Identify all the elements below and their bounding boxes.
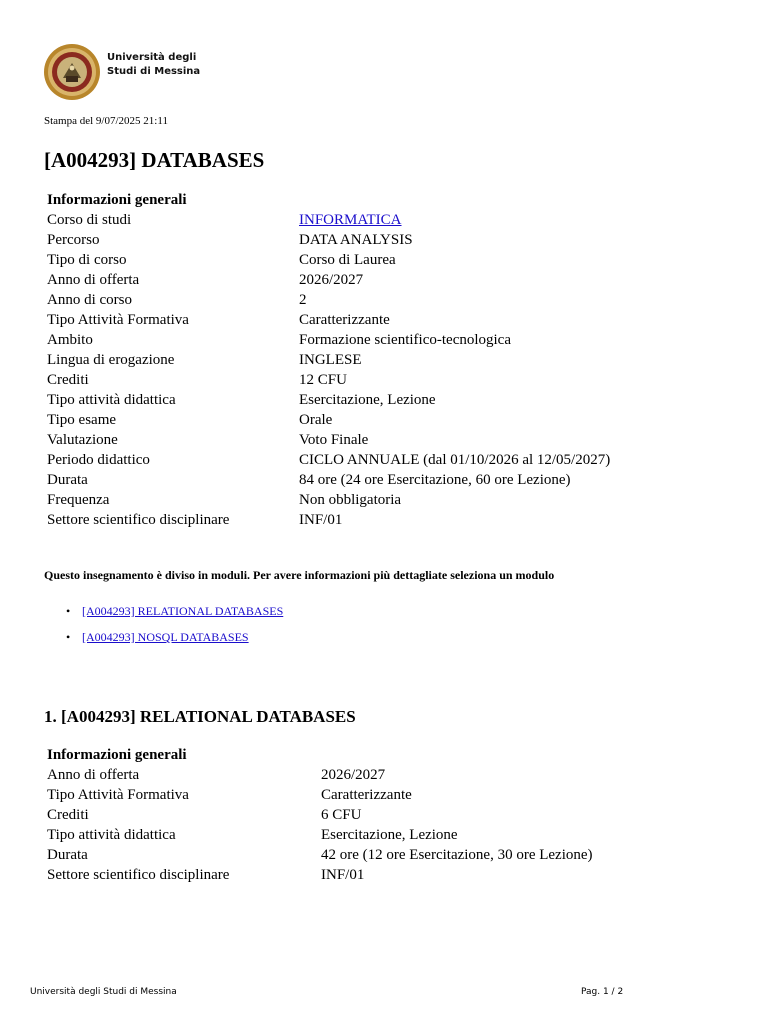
row-value: 42 ore (12 ore Esercitazione, 30 ore Lezione) bbox=[321, 847, 593, 863]
page-header bbox=[43, 42, 200, 102]
row-label: Valutazione bbox=[47, 432, 118, 448]
module-info-table bbox=[47, 745, 593, 885]
university-name-line1: Università degli bbox=[107, 52, 197, 63]
university-seal-icon bbox=[43, 43, 101, 101]
table-row bbox=[47, 310, 610, 330]
table-row bbox=[47, 865, 593, 885]
row-value: Non obbligatoria bbox=[299, 492, 402, 508]
row-value: Esercitazione, Lezione bbox=[321, 827, 458, 843]
row-label: Crediti bbox=[47, 372, 89, 388]
table-row bbox=[47, 845, 593, 865]
row-value: INF/01 bbox=[299, 512, 343, 528]
table-row bbox=[47, 210, 610, 230]
row-label: Tipo esame bbox=[47, 412, 117, 428]
row-label: Tipo attività didattica bbox=[47, 827, 176, 843]
table-row bbox=[47, 765, 593, 785]
row-value: Voto Finale bbox=[299, 432, 369, 448]
row-label: Lingua di erogazione bbox=[47, 352, 175, 368]
bullet-icon: • bbox=[66, 604, 71, 618]
row-value: Corso di Laurea bbox=[299, 252, 396, 268]
table-row bbox=[47, 785, 593, 805]
row-label: Tipo attività didattica bbox=[47, 392, 176, 408]
row-value: 12 CFU bbox=[299, 372, 347, 388]
row-value: Esercitazione, Lezione bbox=[299, 392, 436, 408]
row-label: Durata bbox=[47, 847, 88, 863]
table-row bbox=[47, 450, 610, 470]
footer-university: Università degli Studi di Messina bbox=[30, 987, 177, 997]
row-value: Formazione scientifico-tecnologica bbox=[299, 332, 511, 348]
table-row bbox=[47, 490, 610, 510]
row-value: 2026/2027 bbox=[321, 767, 386, 783]
row-label: Anno di offerta bbox=[47, 767, 140, 783]
row-label: Corso di studi bbox=[47, 212, 132, 228]
table-row bbox=[47, 330, 610, 350]
table-row bbox=[47, 230, 610, 250]
row-label: Anno di corso bbox=[47, 292, 132, 308]
table-row bbox=[47, 470, 610, 490]
row-value: DATA ANALYSIS bbox=[299, 232, 413, 248]
table-row bbox=[47, 390, 610, 410]
row-value: INGLESE bbox=[299, 352, 362, 368]
row-label: Crediti bbox=[47, 807, 89, 823]
table-row bbox=[47, 350, 610, 370]
table-row bbox=[47, 510, 610, 530]
university-name bbox=[107, 51, 200, 79]
table-heading: Informazioni generali bbox=[47, 747, 187, 763]
general-info-table bbox=[47, 190, 610, 530]
table-row bbox=[47, 410, 610, 430]
university-name-line2: Studi di Messina bbox=[107, 66, 201, 77]
list-item bbox=[66, 601, 284, 627]
table-row bbox=[47, 270, 610, 290]
row-label: Anno di offerta bbox=[47, 272, 140, 288]
modules-note: Questo insegnamento è diviso in moduli. Per avere informazioni più dettagliate seleziona un modulo bbox=[44, 568, 555, 582]
table-row bbox=[47, 430, 610, 450]
row-label: Tipo di corso bbox=[47, 252, 127, 268]
row-label: Tipo Attività Formativa bbox=[47, 787, 189, 803]
row-value: Caratterizzante bbox=[321, 787, 412, 803]
row-label: Settore scientifico disciplinare bbox=[47, 512, 230, 528]
row-value: Caratterizzante bbox=[299, 312, 390, 328]
row-label: Settore scientifico disciplinare bbox=[47, 867, 230, 883]
page-title: [A004293] DATABASES bbox=[44, 148, 265, 172]
row-value: INF/01 bbox=[321, 867, 365, 883]
row-label: Tipo Attività Formativa bbox=[47, 312, 189, 328]
course-link[interactable]: INFORMATICA bbox=[299, 212, 402, 228]
row-value: 84 ore (24 ore Esercitazione, 60 ore Lezione) bbox=[299, 472, 571, 488]
row-value: CICLO ANNUALE (dal 01/10/2026 al 12/05/2027) bbox=[299, 452, 611, 468]
module-list bbox=[44, 601, 283, 653]
row-value: Orale bbox=[299, 412, 333, 428]
module-section-title: 1. [A004293] RELATIONAL DATABASES bbox=[44, 707, 356, 726]
table-heading: Informazioni generali bbox=[47, 192, 187, 208]
list-item bbox=[66, 627, 283, 653]
row-label: Percorso bbox=[47, 232, 100, 248]
table-row bbox=[47, 370, 610, 390]
module-link-relational-databases[interactable]: [A004293] RELATIONAL DATABASES bbox=[82, 604, 284, 618]
page-number: Pag. 1 / 2 bbox=[581, 987, 624, 997]
table-row bbox=[47, 805, 593, 825]
table-heading-row bbox=[47, 745, 593, 765]
row-value bbox=[299, 210, 610, 230]
print-date: Stampa del 9/07/2025 21:11 bbox=[44, 115, 168, 127]
row-label: Durata bbox=[47, 472, 88, 488]
row-value: 2026/2027 bbox=[299, 272, 364, 288]
row-value: 2 bbox=[299, 292, 307, 308]
table-heading-row bbox=[47, 190, 610, 210]
module-link-nosql-databases[interactable]: [A004293] NOSQL DATABASES bbox=[82, 630, 249, 644]
table-row bbox=[47, 290, 610, 310]
row-label: Ambito bbox=[47, 332, 93, 348]
row-value: 6 CFU bbox=[321, 807, 362, 823]
row-label: Periodo didattico bbox=[47, 452, 150, 468]
row-label: Frequenza bbox=[47, 492, 110, 508]
bullet-icon: • bbox=[66, 630, 71, 644]
table-row bbox=[47, 250, 610, 270]
table-row bbox=[47, 825, 593, 845]
